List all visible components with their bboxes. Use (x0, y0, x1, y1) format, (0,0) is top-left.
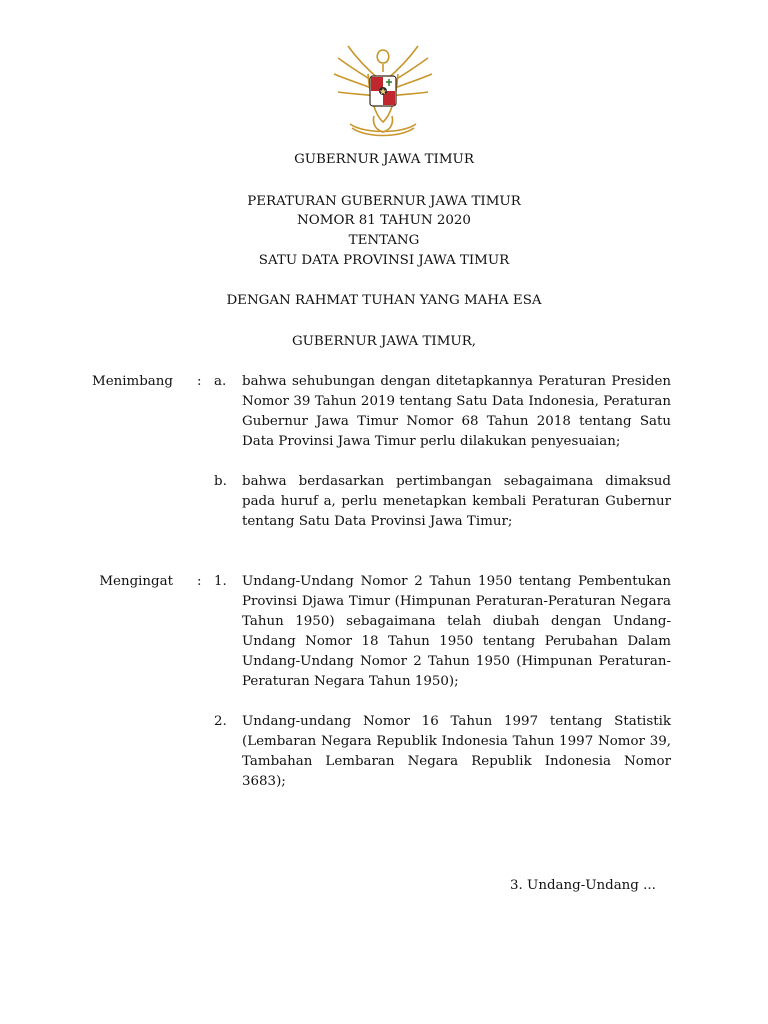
menimbang-item-marker: a. (214, 374, 227, 389)
next-page-reference: 3. Undang-Undang ... (510, 878, 656, 893)
regulation-subject: SATU DATA PROVINSI JAWA TIMUR (258, 253, 510, 268)
mengingat-colon: : (197, 574, 202, 589)
regulation-number: NOMOR 81 TAHUN 2020 (297, 213, 471, 228)
mengingat-item-marker: 2. (214, 714, 227, 729)
menimbang-item-marker: b. (214, 474, 227, 489)
issuer: GUBERNUR JAWA TIMUR, (291, 334, 477, 349)
menimbang-label: Menimbang (92, 374, 173, 389)
regulation-title: PERATURAN GUBERNUR JAWA TIMUR (247, 194, 521, 209)
mengingat-item-marker: 1. (214, 574, 227, 589)
governor-title: GUBERNUR JAWA TIMUR (294, 152, 474, 167)
invocation: DENGAN RAHMAT TUHAN YANG MAHA ESA (226, 293, 542, 308)
menimbang-item-text: bahwa berdasarkan pertimbangan sebagaimana dimaksud pada huruf a, perlu menetapkan kembali Peraturan Gubernur tentang Satu Data Provinsi Jawa Timur; (242, 474, 671, 529)
mengingat-label: Mengingat (99, 574, 173, 589)
mengingat-item-text: Undang-Undang Nomor 2 Tahun 1950 tentang Pembentukan Provinsi Djawa Timur (Himpunan Peraturan-Peraturan Negara Tahun 1950) sebagaimana telah diubah dengan Undang-Undang Nomor 18 Tahun 1950 tentang Perubahan Dalam Undang-Undang Nomor 2 Tahun 1950 (Himpunan Peraturan-Peraturan Negara Tahun 1950); (242, 574, 671, 689)
menimbang-colon: : (197, 374, 202, 389)
menimbang-item-text: bahwa sehubungan dengan ditetapkannya Peraturan Presiden Nomor 39 Tahun 2019 tentang Satu Data Indonesia, Peraturan Gubernur Jawa Timur Nomor 68 Tahun 2018 tentang Satu Data Provinsi Jawa Timur perlu dilakukan penyesuaian; (242, 374, 671, 449)
mengingat-item-text: Undang-undang Nomor 16 Tahun 1997 tentang Statistik (Lembaran Negara Republik Indonesia Tahun 1997 Nomor 39, Tambahan Lembaran Negara Republik Indonesia Nomor 3683); (242, 714, 671, 789)
regulation-about: TENTANG (348, 233, 420, 248)
garuda-emblem-icon (328, 40, 438, 140)
